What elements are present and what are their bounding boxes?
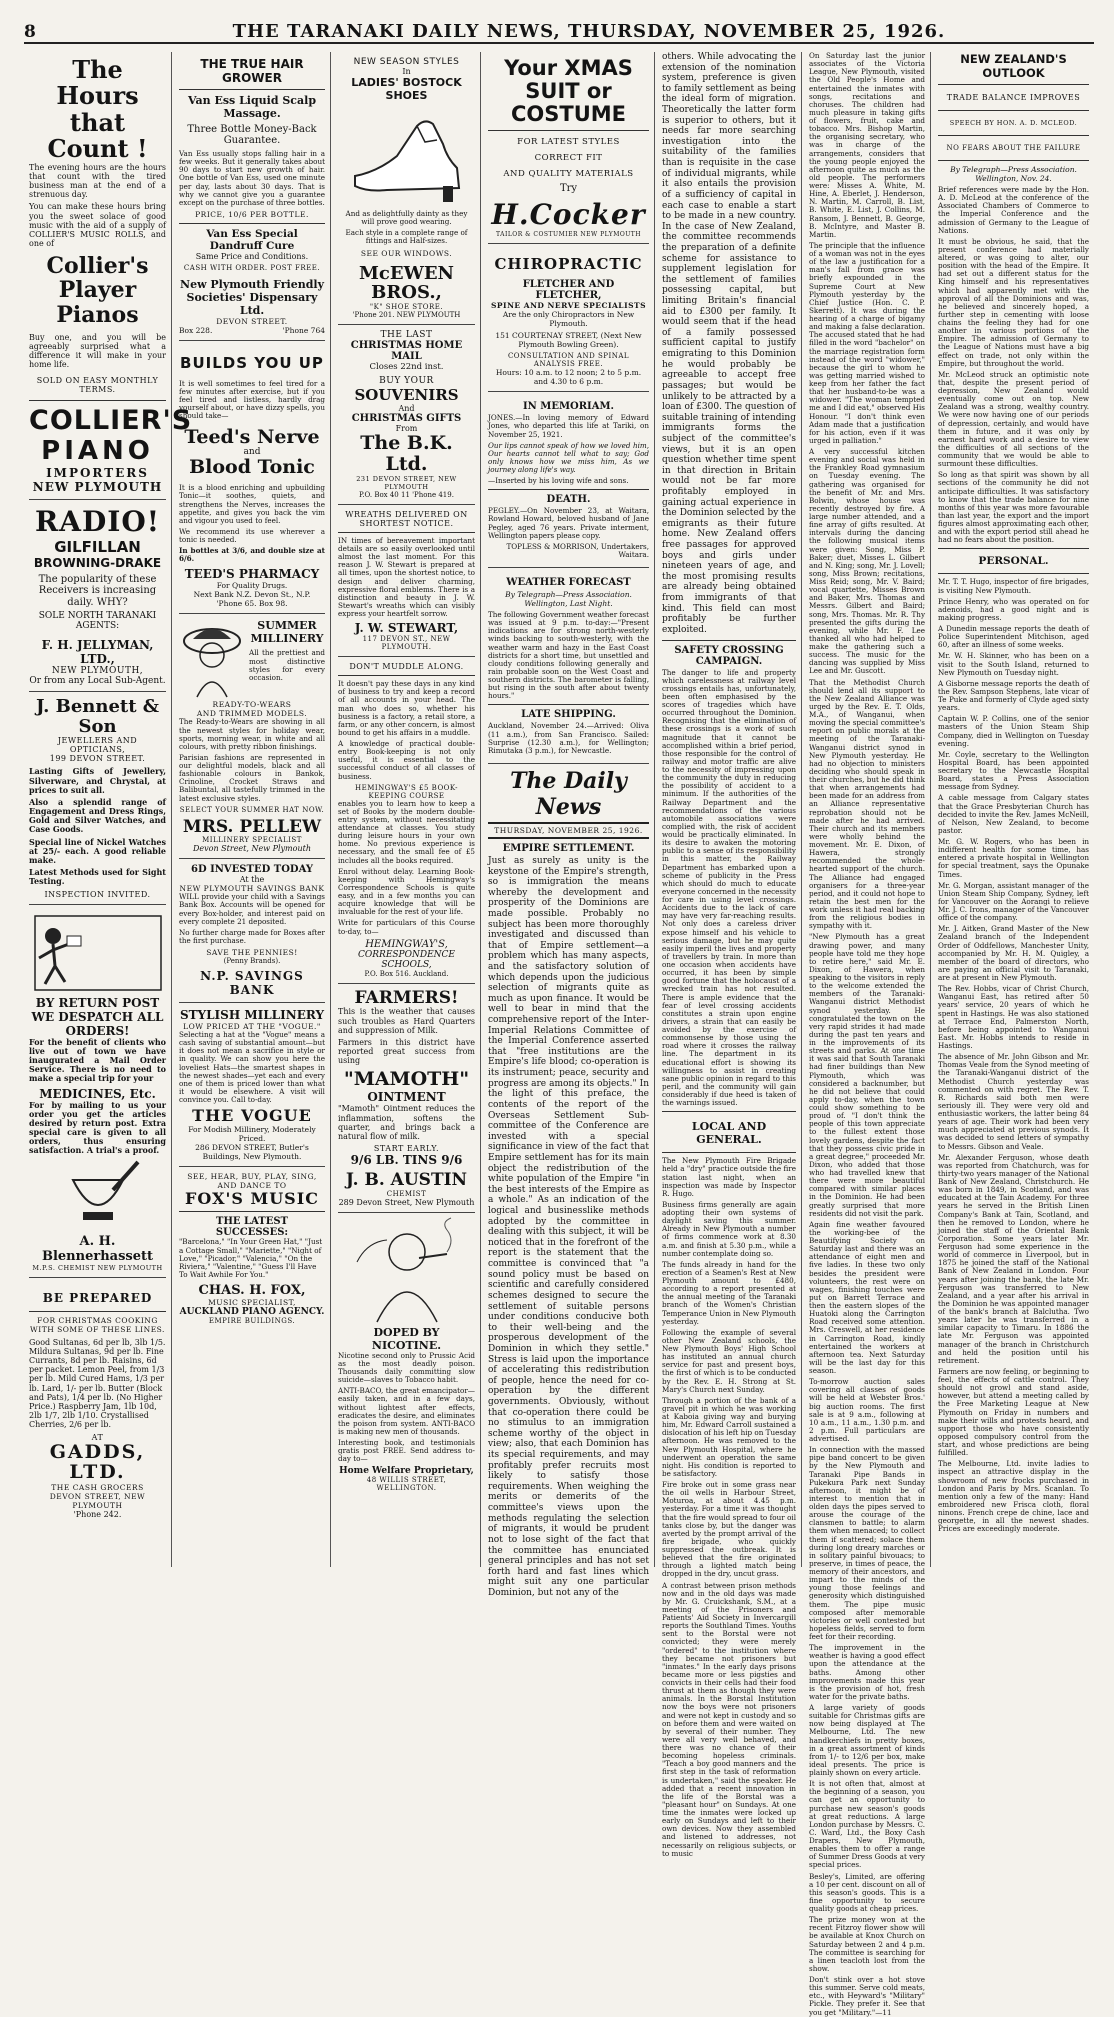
- newspaper-title: THE TARANAKI DAILY NEWS, THURSDAY, NOVEMBER 25, 1926.: [232, 21, 946, 42]
- dispensary-name: New Plymouth Friendly Societies' Dispensary Ltd.: [180, 277, 324, 317]
- hair-grower-title: THE TRUE HAIR GROWER: [200, 57, 304, 85]
- masthead: [24, 14, 1094, 44]
- write-for: Write for particulars of this Course to-day, to—: [338, 918, 475, 936]
- mcewen-bros: McEWEN BROS.,: [359, 262, 454, 304]
- muddle-body-2: A knowledge of practical double-entry Book-keeping is not only useful, it is essential to the successful conduct of all classes of business.: [338, 739, 475, 781]
- at-word: AT: [91, 1432, 104, 1442]
- outlook-telegraph: By Telegraph—Press Association. Wellington, Nov. 24.: [950, 165, 1077, 183]
- gilfillan: GILFILLAN: [54, 537, 141, 556]
- dispensary-box: Box 228.: [179, 325, 213, 335]
- browning-drake: BROWNING-DRAKE: [33, 555, 162, 570]
- bennett-address: 199 DEVON STREET.: [49, 754, 146, 764]
- shoe-body-2: Each style in a complete range of fittings and Half-sizes.: [345, 228, 468, 246]
- radio-title: RADIO!: [34, 504, 161, 538]
- return-post: BY RETURN POST WE DESPATCH ALL ORDERS!: [31, 995, 164, 1038]
- vogue-address: 286 DEVON STREET, Butler's Buildings, New Plymouth.: [195, 1142, 309, 1161]
- pellew-sub: MILLINERY SPECIALIST: [202, 836, 302, 845]
- local-item-19: Besley's, Limited, are offering a 10 per cent. discount on all of this season's goods. This is a fine opportunity to secure quality goods at cheap prices.: [809, 1871, 925, 1913]
- bennett-sub: JEWELLERS AND OPTICIANS,: [57, 736, 138, 755]
- wreaths-delivered: WREATHS DELIVERED ON SHORTEST NOTICE.: [345, 509, 468, 528]
- local-item-5: Through a portion of the bank of a gravel pit in which he was working at Kaboia giving way and burying him, Mr. Edward Carroll sustained a dislocation of his left hip on Tuesday afternoon. He was removed to the New Plymouth Hospital, where he underwent an operation the same night. His condition is reported to be satisfactory.: [662, 1395, 796, 1478]
- christmas-gifts: CHRISTMAS GIFTS: [351, 413, 462, 425]
- smoker-illustration: [347, 1222, 467, 1322]
- medicines: MEDICINES, Etc.: [39, 1086, 156, 1101]
- bennett-body-1: Lasting Gifts of Jewellery, Silverware, and Chrystal, at prices to suit all.: [29, 766, 166, 795]
- auckland-piano: AUCKLAND PIANO AGENCY.: [179, 1307, 325, 1318]
- local-item-14: To-morrow auction sales covering all classes of goods will be held at Webster Bros.' big auction rooms. The first sale is at 9 a.m., following at 10 a.m., 11 a.m., 1.30 p.m. and 2 p.m. Full particulars are advertised.: [809, 1377, 925, 1443]
- consultation-free: CONSULTATION AND SPINAL ANALYSIS FREE.: [507, 352, 630, 369]
- speech-headline: SPEECH BY HON. A. D. MCLEOD.: [949, 119, 1078, 127]
- chas-fox: CHAS. H. FOX,: [198, 1283, 306, 1299]
- death-pegley: PEGLEY.—On November 23, at Waitara, Rowland Howard, beloved husband of Jane Pegley, aged 76 years. Private interment, Wellington papers please copy.: [488, 506, 649, 540]
- local-item-18: It is not often that, almost at the beginning of a season, you can get an opportunity to purchase new season's goods at great reductions. A large London purchase by Messrs. C. C. Ward, Ltd., the Boxy Cash Drapers, New Plymouth, enables them to offer a range of Summer Dress Goods at very special prices.: [809, 1779, 925, 1870]
- be-prepared: BE PREPARED: [42, 1290, 153, 1305]
- vogue-low-priced: LOW PRICED AT THE "VOGUE.": [183, 1022, 321, 1032]
- empire-settlement-heading: EMPIRE SETTLEMENT.: [502, 842, 635, 854]
- local-general-heading: LOCAL AND GENERAL.: [691, 1120, 767, 1147]
- bennett-body-2: Also a splendid range of Engagement and Dress Rings, Gold and Silver Watches, and Case Goods.: [29, 796, 166, 835]
- teeds-ad: [179, 341, 325, 615]
- dispensary-phone: 'Phone 764: [282, 325, 325, 335]
- new-season: NEW SEASON STYLES: [353, 57, 460, 67]
- save-pennies: SAVE THE PENNIES!: [206, 948, 298, 958]
- page-number: 8: [24, 22, 36, 42]
- fox-music-ad: [179, 1167, 325, 1330]
- jellyman: F. H. JELLYMAN, LTD.,: [41, 637, 154, 666]
- weather-section: [488, 568, 649, 764]
- jellyman-location: NEW PLYMOUTH,: [51, 665, 144, 676]
- editorial-continued: others. While advocating the extension of the nomination system, preference is given to family settlement as being the ideal form of migration. Theoretically the latter form is superior to others, but it needs far more searching investigation into the suitability of the families than is requisite in the case of individual migrants, while it also entails the provision of a sufficiency of capital in each case to enable a start to be made in a new country. In the case of New Zealand, the committee recommends the preparation of a definite scheme for assistance to supplement legislation for the settlement of families possessing capital, but limiting Britain's financial aid to £300 per family. It would seem that if the head of a family possessed sufficient capital to justify emigrating to this Dominion he would probably be agreeable to accept free passages; but would be unlikely to be attracted by a loan of £300. The question of suitable training of intending immigrants forms the subject of the committee's views, but it is an open question whether time spent in that direction in Britain would not be far more profitably employed in gaining actual experience in the Dominion selected by the emigrants as their future home. New Zealand offers free passages for approved boys and girls under nineteen years of age, and the most promising results are already being obtained from immigrants of that kind. This field can most profitably be further exploited.: [662, 52, 796, 635]
- blennerhassett-name: A. H. Blennerhassett: [41, 1233, 153, 1264]
- shipping-heading: LATE SHIPPING.: [521, 709, 616, 721]
- start-early: START EARLY.: [373, 1144, 440, 1154]
- mail-runner-illustration: [33, 914, 163, 992]
- parisian-body: Parisian fashions are represented in our delightful models, black and all fashionable colours in Bankok, Crinoline, Crocket Straws and Balibuntal, all tastefully trimmed in the latest exclusive styles.: [179, 752, 325, 803]
- latest-styles: FOR LATEST STYLES: [517, 137, 620, 148]
- van-ess-ad: [179, 52, 325, 341]
- memoriam-poem: Our lips cannot speak of how we loved him, Our hearts cannot tell what to say; God only knows how we miss him, As we journey along life's way.: [488, 440, 649, 475]
- pellew-ad: [179, 614, 325, 859]
- song-list: "Barcelona," "In Your Green Hat," "Just a Cottage Small," "Mariette," "Night of Love," "Picador," "Valencia," "On the Riviera," "Valentine," "Guess I'll Have To Wait Awhile For You.": [179, 1237, 323, 1279]
- and-word: and: [243, 447, 261, 458]
- home-welfare: Home Welfare Proprietary,: [339, 1466, 474, 1477]
- hemingways-name: HEMINGWAY'S,: [365, 938, 448, 950]
- music-specialist: MUSIC SPECIALIST,: [208, 1298, 296, 1308]
- mail-closes: Closes 22nd inst.: [369, 362, 444, 373]
- the-vogue: THE VOGUE: [192, 1106, 312, 1126]
- christmas-mail: CHRISTMAS HOME MAIL: [350, 340, 463, 363]
- death-heading: DEATH.: [546, 494, 591, 506]
- stylish-millinery: STYLISH MILLINERY: [179, 1008, 325, 1023]
- sixpence-invested: 6D INVESTED TODAY: [191, 864, 313, 876]
- gadds-sub: THE CASH GROCERS: [51, 1483, 144, 1493]
- at-the: At the: [239, 875, 265, 885]
- mamoth-ad: [338, 984, 475, 1213]
- fletcher-name: FLETCHER AND FLETCHER,: [522, 279, 615, 302]
- penny-brands: (Penny Brands).: [223, 957, 281, 966]
- hemingway-box: P.O. Box 516. Auckland.: [364, 969, 449, 978]
- outlook-body-4: So long as that spirit was shown by all sections of the community he did not anticipate difficulties. It was satisfactory to know that the trade balance for nine months of this year was more favourable than last year, the export and the import figures almost approximating each other, and with the export period still ahead he had no fears about the position.: [938, 470, 1089, 545]
- outlook-body-3: Mr. McLeod struck an optimistic note that, despite the present period of depression, New Zealand would eventually come out on top. New Zealand was a strong, wealthy country. We were now having one of our periods of depression, certainly, and would have them in future, and it was only by earnest hard work and a desire to view the difficulties of all sections of the community that we would be able to surmount these difficulties.: [938, 369, 1089, 469]
- gadds-phone: 'Phone 242.: [73, 1510, 122, 1520]
- savings-bank-name: NEW PLYMOUTH SAVINGS BANK: [179, 884, 325, 894]
- personal-heading: PERSONAL.: [978, 555, 1049, 568]
- christmas-cooking: FOR CHRISTMAS COOKING WITH SOME OF THESE LINES.: [30, 1315, 165, 1334]
- summer-millinery: SUMMER MILLINERY: [250, 619, 324, 646]
- personal-12: The Rev. Hobbs, vicar of Christ Church, Wanganui East, has retired after 50 years' service, 20 years of which he spent in Hastings. He was also stationed at Terrace End, Palmerston North, before being appointed to Wanganui East. Mr. Hobbs intends to reside in Hastings.: [938, 984, 1089, 1050]
- editorial-date: THURSDAY, NOVEMBER 25, 1926.: [494, 825, 643, 835]
- mrs-pellew: MRS. PELLEW: [182, 816, 322, 837]
- nicotine-body: Nicotine second only to Prussic Acid as the most deadly poison. Thousands daily committing slow suicide—slaves to Tobacco habit.: [338, 1350, 475, 1385]
- buy-your: BUY YOUR: [379, 376, 434, 387]
- van-ess-body: Van Ess usually stops falling hair in a few weeks. But it generally takes about 90 days to start new growth of hair. One bottle of Van Ess, used one minute per day, lasts about 30 days. That is why we cannot give you a guarantee except on the purchase of three bottles.: [179, 149, 325, 207]
- personal-8: A cable message from Calgary states that the Grace Presbyterian Church has decided to invite the Rev. James McNeill, of Nelson, New Zealand, to become pastor.: [938, 793, 1089, 835]
- editorial: [488, 764, 649, 1599]
- mamoth-title: "MAMOTH": [343, 1068, 470, 1091]
- savings-bank-ad: [179, 859, 325, 1003]
- notices: [488, 392, 649, 568]
- rtw-body: The Ready-to-Wears are showing in all the newest styles for holiday wear, sports, morning wear, in white and all colours, with pretty ribbon finishings.: [179, 717, 325, 751]
- trade-headline: TRADE BALANCE IMPROVES: [946, 93, 1081, 102]
- fletcher-address: 151 COURTENAY STREET, (Next New Plymouth Bowling Green).: [495, 331, 642, 350]
- muddle-body: It doesn't pay these days in any kind of business to try and keep a record of all accounts in your head. The man who does so, whether his business is a factory, a retail store, a farm, or any other concern, is almost bound to get his affairs in a muddle.: [338, 679, 475, 737]
- shipping-body: Auckland, November 24.—Arrived: Oliva (11 a.m.), from San Francisco. Sailed: Surprise (12.30 a.m.), for Wellington; Rimutaka (3 p.m.), for Newcastle.: [488, 721, 649, 755]
- quality-materials: AND QUALITY MATERIALS: [503, 169, 634, 180]
- bk-ltd: The B.K. Ltd.: [360, 432, 453, 475]
- in-word: In: [402, 67, 411, 76]
- mortar-pestle-illustration: [43, 1160, 153, 1230]
- column-1: [24, 52, 193, 1567]
- souvenirs: SOUVENIRS: [354, 386, 459, 405]
- vogue-ad: [179, 1003, 325, 1167]
- farmers-title: FARMERS!: [354, 987, 459, 1008]
- summer-body: All the prettiest and most distinctive styles for every occasion.: [249, 648, 325, 682]
- column-3: [333, 52, 481, 1567]
- sub-agent: Or from any Local Sub-Agent.: [29, 675, 166, 686]
- weather-heading: WEATHER FORECAST: [506, 577, 631, 589]
- hours-body: The evening hours are the hours that count with the tired business man at the end of a strenuous day.: [29, 162, 166, 200]
- pharmacy-phone: 'Phone 65. Box 98.: [216, 599, 288, 609]
- local-item-21: Don't stink over a hot stove this summer. Serve cold meats, etc., with Heyward's "Military" Pickle. They prefer it. See that you get "Military."—11: [809, 1975, 925, 2017]
- outlook-headline: NEW ZEALAND'S OUTLOOK: [960, 52, 1067, 80]
- local-item-9: The principle that the influence of a woman was not in the eyes of the law a justification for a man's fall from grace was briefly expounded in the Supreme Court at New Plymouth yesterday by the Chief Justice (Hon. C. P. Skerrett). It was during the hearing of a charge of bigamy and making a false declaration. The accused stated that he had filled in the word "bachelor" on the marriage registration form instead of the word "widower," because the girl to whom he was getting married wished to keep from her father the fact that her husband-to-be was a widower. "The woman tempted me and I did eat," observed His Honour. "I don't think even Adam made that a justification for his action, even if it was urged in palliation.": [809, 240, 925, 445]
- mamoth-price: 9/6 LB. TINS 9/6: [350, 1153, 463, 1168]
- player-body: Buy one, and you will be agreeably surprised what a difference it will make in your home life.: [29, 332, 166, 370]
- and-word-3: And: [398, 404, 415, 414]
- easy-terms: SOLD ON EASY MONTHLY TERMS.: [36, 375, 159, 394]
- dandruff-sub: Same Price and Conditions.: [195, 251, 309, 261]
- memoriam-jones: JONES.—In loving memory of Edward Jones, who departed this life at Tariki, on November 25, 1921.: [488, 413, 649, 439]
- k-shoe-store: "K" SHOE STORE.: [369, 303, 444, 312]
- blood-tonic: Blood Tonic: [189, 456, 315, 479]
- teeds-nerve: Teed's Nerve: [184, 425, 320, 448]
- bennett-title: J. Bennett & Son: [35, 695, 160, 737]
- local-item-2: Business firms generally are again adopting their own systems of daylight saving this summer. Already in New Plymouth a number of firms commence work at 8.30 a.m. and finish at 5.30 p.m., while a number contemplate doing so.: [662, 1199, 796, 1258]
- column-6: [804, 51, 931, 2017]
- cash-with-order: CASH WITH ORDER. POST FREE.: [183, 263, 321, 272]
- local-item-10: A very successful kitchen evening and social was held in the Frankley Road gymnasium on Tuesday evening. The gathering was organised for the benefit of Mr. and Mrs. Bolwin, whose house was recently destroyed by fire. A large number attended, and a fine array of gifts resulted. At intervals during the dancing the following musical items were given: Song, Miss P. Baker; duet, Misses L. Gilbert and N. King; song, Mr. J. Lovell; song, Miss Brown; recitations, Miss Reid; song, Mr. V. Baird; vocal quartette, Misses Brown and Baker, Mrs. Thomas and Messrs. Gilbert and Baird; song, Mrs. Thomas. Mr. R. Thy presented the gifts during the evening, while Mr. F. Lee thanked all who had helped to make the gathering such a success. The music for the dancing was supplied by Miss Lee and Mr. Guscott.: [809, 447, 925, 676]
- van-ess-title: Van Ess Liquid Scalp Massage.: [187, 94, 317, 120]
- foxs-music: FOX'S MUSIC: [185, 1188, 319, 1208]
- trimmed-models: AND TRIMMED MODELS.: [196, 709, 308, 719]
- column-5: [657, 52, 802, 1858]
- empire-settlement-body: Just as surely as unity is the keystone of the Empire's strength, so is immigration the means whereby the development and prosperity of the Dominions are made possible. Probably no subject has been more thoroughly investigated and discussed than that of Empire settlement—a problem which has many aspects, and the satisfactory solution of which depends upon the judicious selection of migrants quite as much as upon finance. It would be well to bear in mind that the comprehensive report of the Inter-Imperial Relations Committee of the Imperial Conference asserted that "free institutions are the Empire's life blood; co-operation is its instrument; peace, security and progress are among its objects." In the light of this preface, the contents of the report of the Overseas Settlement Sub-committee of the Conference are invested with a special significance in view of the fact that Empire settlement has for its main object the redistribution of the white population of the Empire "in the best interests of the Empire as a whole." As an indication of the logical and businesslike methods adopted by the committee in dealing with this subject, it will be noticed that in the forefront of the report is the statement that the committee is convinced that "a sound policy must be based on scientific and carefully considered schemes designed to secure the settlement of suitable persons under conditions conducive both to their well-being and the prosperous development of the Dominion in which they settle." Stress is laid upon the importance of accelerating this redistribution of people, hence the need for co-operation by the different governments. Obviously, without that co-operation there could be no stimulus to an immigration scheme worthy of the object in view; also, that each Dominion has its special requirements, and may profitably prefer recruits most likely to satisfy those requirements. When weighing the merits or demerits of the committee's views upon the methods regulating the selection of migrants, it would be prudent not to lose sight of the fact that the committee has enunciated general principles and has not set forth hard and fast lines which might suit any one particular Dominion, but not any of the: [488, 855, 649, 1598]
- tonic-recommend: We recommend its use wherever a tonic is needed.: [179, 526, 325, 545]
- farmers-body: This is the weather that causes such troubles as Hard Quarters and suppression of Milk.: [338, 1007, 475, 1035]
- piano-word: PIANO: [41, 435, 154, 466]
- cocker-logo: H.Cocker: [491, 198, 646, 232]
- builds-you-up: BUILDS YOU UP: [180, 353, 324, 372]
- latest-successes: THE LATEST SUCCESSES:: [215, 1216, 289, 1239]
- select-hat: SELECT YOUR SUMMER HAT NOW.: [179, 805, 325, 814]
- austin-sub: CHEMIST: [386, 1189, 427, 1198]
- bk-address: 231 DEVON STREET, NEW PLYMOUTH: [356, 474, 457, 491]
- only-chiropractors: Are the only Chiropractors in New Plymouth.: [502, 310, 635, 329]
- bennett-body-4: Latest Methods used for Sight Testing.: [29, 867, 166, 887]
- hat-lady-illustration: [179, 619, 245, 697]
- chiropractic-ad: [488, 244, 649, 392]
- local-item-12: "New Plymouth has a great drawing power, and many people have told me they hope to retire here," said Mr. E. Dixon, of Hawera, when speaking to the visitors in reply to the welcome extended the members of the Taranaki-Wanganui district Methodist synod yesterday. He congratulated the town on the very rapid strides it had made during the past ten years and in the improvements of its streets and parks. At one time it was said that South Taranaki had finer buildings than New Plymouth, which was considered a backnumber, but he did not believe that could apply to-day, when the town could show something to be proud of. "I don't think the people of this town appreciate to the fullest extent those lovely gardens, despite the fact that they possess civic pride in a great degree," proceeded Mr. Dixon, who added that those who had travelled knew that there were more beautiful compared with similar places in the Dominion. He had been greatly surprised that more residents did not visit the park.: [809, 932, 925, 1218]
- van-ess-price: PRICE, 10/6 PER BOTTLE.: [195, 209, 309, 219]
- personal-11: Mr. J. Aitken, Grand Master of the New Zealand branch of the Independent Order of Oddfellows, Manchester Unity, accompanied by Mr. H. M. Quigley, a member of the board of directors, who are paying an official visit to Taranaki, are at present in New Plymouth.: [938, 924, 1089, 982]
- fears-headline: NO FEARS ABOUT THE FAILURE: [946, 144, 1081, 152]
- hemingway-body: enables you to learn how to keep a set of Books by the modern double-entry system, without necessitating attendance at classes. You study during leisure hours in your own home. No previous experience is necessary, and the small fee of £5 includes all the books required.: [338, 798, 475, 865]
- pellew-address: Devon Street, New Plymouth: [193, 844, 311, 854]
- personal-14: Mr. Alexander Ferguson, whose death was reported from Chatchurch, was for thirty-two years manager of the National Bank of New Zealand, Christchurch. He was born in 1849, in Scotland, and was educated at the Tain Academy. For three years he served in the British Linen Company's Bank at Tain, Scotland, and then he removed to London, where he joined the staff of the Oriental Bank Corporation. Some years later Mr. Ferguson had some experience in the world of commerce in Liverpool, but in 1875 he joined the staff of the National Bank of New Zealand in London. Four years after joining the bank, the late Mr. Ferguson was transferred to New Zealand, and a year after his arrival in the Dominion he was appointed manager of the bank's branch at Balclutha. Two years later he was transferred in a similar capacity to Timaru. In 1886 the late Mr. Ferguson was appointed manager of the branch in Christchurch and held the position until his retirement.: [938, 1152, 1089, 1365]
- anti-baco-ad: [338, 1213, 475, 1498]
- weather-forecast: The following Government weather forecast was issued at 9 p.m. to-day:—"Present indications are for strong north-westerly winds backing to south-westerly, with the weather warm and hazy in the East Coast districts for a short time, but unsettled and cloudy conditions following generally and rain probable soon on the West Coast and southern districts. The barometer is falling, but rising in the south after about twenty hours.": [488, 610, 649, 701]
- see-windows: SEE OUR WINDOWS.: [360, 248, 453, 258]
- ointment: OINTMENT: [367, 1090, 446, 1105]
- cocker-ad: [488, 52, 649, 244]
- player-pianos-title: Collier's Player Pianos: [46, 253, 149, 328]
- fletcher-hours: Hours: 10 a.m. to 12 noon; 2 to 5 p.m. and 4.30 to 6 p.m.: [495, 368, 642, 387]
- shoe-illustration: [347, 106, 467, 206]
- cocker-sub: TAILOR & COSTUMIER NEW PLYMOUTH: [495, 231, 642, 239]
- personal-3: A Dunedin message reports the death of Police Superintendent Mitchison, aged 60, after an illness of some weeks.: [938, 624, 1089, 650]
- builds-body: It is well sometimes to feel tired for a few minutes after exercise, but if you feel tired and listless, hardly drag yourself about, or have dizzy spells, you should take—: [179, 378, 325, 421]
- stewart-ad: [338, 505, 475, 657]
- blennerhassett-sub: M.P.S. CHEMIST NEW PLYMOUTH: [32, 1263, 163, 1272]
- local-item-20: The prize money won at the recent Fitzroy flower show will be available at Knox Church on Saturday between 2 and 4 p.m. The committee is searching for a linen teacloth lost from the show.: [809, 1915, 925, 1973]
- stewart-name: J. W. STEWART,: [354, 621, 459, 636]
- the-last: THE LAST: [380, 330, 433, 341]
- correct-fit: CORRECT FIT: [534, 153, 603, 164]
- hemingway-body-2: Enrol without delay. Learning Book-keeping with Hemingway's Correspondence Schools is quite easy, and in a few months you can acquire knowledge that will be invaluable for the rest of your life.: [338, 866, 475, 917]
- personal-5: A Gisborne message reports the death of the Rev. Sampson Stephens, late vicar of Te Puke and formerly of Clyde aged sixty years.: [938, 678, 1089, 713]
- tonic-bottles: In bottles at 3/6, and double size at 6/6.: [179, 546, 325, 564]
- bostock-ad: [338, 52, 475, 325]
- quality-drugs: For Quality Drugs.: [216, 581, 288, 591]
- anti-baco-body: ANTI-BACO, the great emancipator—easily taken, and in a few days, without lightest after effects, eradicates the desire, and eliminates the poison from system. ANTI-BACO is making new men of thousands.: [338, 1386, 475, 1436]
- hours-title: The Hours that Count !: [47, 55, 148, 164]
- memoriam-inserted: —Inserted by his loving wife and sons.: [488, 476, 629, 486]
- personal-15: Farmers are now feeling, or beginning to feel, the effects of cattle control. They should not growl and stand aside, however, but attend a meeting called by the Free Marketing League at New Plymouth on Friday in numbers and make their wills and protests heard, and support those who have consistently opposed compulsory control from the start, and whose predictions are being fulfilled.: [938, 1366, 1089, 1458]
- welfare-address: 48 WILLIS STREET, WELLINGTON.: [366, 1476, 447, 1493]
- gadds-ad: [29, 1278, 166, 1525]
- safety-body: The danger to life and property which carelessness at railway level crossings entails has, unfortunately, been often emphasised by the scores of tragedies which have occurred throughout the Dominion. Recognising that the elimination of these crossings is a work of such magnitude that it cannot be accomplished within a brief period, those responsible for the control of railway and motor traffic are alive to the necessity of impressing upon the community the duty in reducing the possibility of accident to a minimum. If the authorities of the Railway Department and the recommendations of the various automobile associations were complied with, the risk of accident would be practically eliminated. In its desire to awaken the motoring public to a sense of its responsibility in this matter, the Railway Department has embarked upon a scheme of publicity in the Press which should do much to educate everyone concerned in the necessity for care in using level crossings. Accidents due to the lack of care may have very far-reaching results. Not only does a careless driver expose himself and his vehicle to serious damage, but he may quite easily imperil the lives and property of travellers by train. In more than one occasion when accidents have occurred, it has been by simple good fortune that the holocaust of a wrecked train has not resulted. There is ample evidence that the fear of level crossing accidents constitutes a strain upon engine drivers, a strain that can easily be avoided by the exercise of commonsense by those using the road where it crosses the railway line. The department in its educational effort is showing its willingness to assist in creating sane public opinion in regard to this peril, and the community will gain considerably if due heed is taken of the warnings issued.: [662, 667, 796, 1108]
- local-item-1: The New Plymouth Fire Brigade held a "dry" practice outside the fire station last night, when an inspection was made by Inspector R. Hugo.: [662, 1156, 796, 1198]
- undertakers: TOPLESS & MORRISON, Undertakers, Waitara.: [506, 541, 649, 559]
- outlook-body-1: Brief references were made by the Hon. A. D. McLeod at the conference of the Associated Chambers of Commerce to the Imperial Conference and the admission of Germany to the League of Nations.: [938, 185, 1089, 235]
- column-7: [933, 52, 1094, 1567]
- bostock-shoes: LADIES' BOSTOCK SHOES: [351, 76, 462, 102]
- personal-13: The absence of Mr. John Gibson and Mr. Thomas Veale from the Synod meeting of the Taranaki-Wanganui district of the Methodist Church yesterday was commented on with regret. The Rev. T. R. Richards said both men were seriously ill. They were very old and enthusiastic workers, the latter being 84 years of age. Their work had been very much appreciated at previous synods. It was decided to send letters of sympathy to Messrs. Gibson and Veale.: [938, 1052, 1089, 1151]
- column-2: [174, 52, 331, 1567]
- teeds-pharmacy: TEED'S PHARMACY: [184, 567, 320, 582]
- hemingway-course: HEMINGWAY'S £5 BOOK-KEEPING COURSE: [354, 783, 459, 800]
- gadds-name: GADDS, LTD.: [49, 1440, 146, 1484]
- personal-1: Mr. T. T. Hugo, inspector of fire brigades, is visiting New Plymouth.: [938, 577, 1089, 595]
- inspection: INSPECTION INVITED.: [44, 889, 151, 899]
- chiropractic-title: CHIROPRACTIC: [494, 255, 643, 274]
- bennett-body-3: Special line of Nickel Watches at 25/- each. A good reliable make.: [29, 836, 166, 866]
- from-word: From: [395, 424, 418, 434]
- correspondence-schools: CORRESPONDENCE SCHOOLS,: [358, 949, 455, 970]
- wreath-body: IN times of bereavement important details are so easily overlooked until almost the last moment. For this reason J. W. Stewart is prepared at all times, upon the shortest notice, to design and deliver charming, expressive floral emblems. There is a distinction and beauty in J. W. Stewart's wreaths which can visibly express your heartfelt sorrow.: [338, 535, 475, 618]
- colliers-ad: [29, 52, 193, 500]
- personal-16: The Melbourne, Ltd. invite ladies to inspect an attractive display in the showroom of new frocks purchased in London and Paris by Mrs. Scanlan. To mention only a few of the many: Hand embroidered new Frisca cloth, floral ninons. French crepe de chine, lace and georgette, in all the newest shades. Prices are exceedingly moderate.: [938, 1459, 1089, 1534]
- colliers-name: COLLIER'S: [29, 404, 193, 436]
- spine-nerve: SPINE AND NERVE SPECIALISTS: [491, 301, 646, 311]
- personal-4: Mr. W. H. Skinner, who has been on a visit to the South Island, returned to New Plymouth on Tuesday night.: [938, 651, 1089, 677]
- np-savings-bank: N.P. SAVINGS BANK: [200, 969, 304, 998]
- importers: IMPORTERS: [46, 465, 149, 480]
- radio-ad: [29, 500, 166, 692]
- austin-address: 289 Devon Street, New Plymouth: [338, 1197, 475, 1207]
- stewart-address: 117 DEVON ST., NEW PLYMOUTH.: [362, 635, 451, 652]
- local-item-15: In connection with the massed pipe band concert to be given by the New Plymouth and Taranaki Pipe Bands in Pukekura Park next Sunday afternoon, it might be of interest to mention that in olden days the pipes served to arouse the courage of the clansmen to battle; to alarm them when menaced; to collect them if scattered; solace them during long dreary marches or in solitary painful bivouacs; to preserve, in times of peace, the memory of their ancestors, and impart to the minds of the young those feelings and generosity which distinguished them. The pipe music composed after memorable victories or well contested but hopeless fields, served to form feet for their recording.: [809, 1445, 925, 1641]
- medicines-body: For by mailing to us your order you get the articles desired by return post. Extra special care is given to all orders, thus ensuring satisfaction. A trial's a proof.: [29, 1099, 166, 1156]
- see-hear: SEE, HEAR, BUY, PLAY, SING, AND DANCE TO: [187, 1171, 317, 1190]
- dandruff-cure: Van Ess Special Dandruff Cure: [206, 227, 298, 252]
- local-item-3: The funds already in hand for the erection of a Seamen's Rest at New Plymouth amount to £480, according to a report presented at the annual meeting of the Taranaki branch of the Women's Christian Temperance Union in New Plymouth yesterday.: [662, 1259, 796, 1326]
- blennerhassett-ad: [29, 905, 166, 1278]
- farmers-body-2: Farmers in this district have reported great success from using: [338, 1037, 475, 1066]
- dont-muddle: DON'T MUDDLE ALONG.: [349, 662, 464, 672]
- shoe-body: And as delightfully dainty as they will prove good wearing.: [345, 209, 468, 227]
- column-4: [483, 52, 655, 1598]
- local-item-13: Again fine weather favoured the working-bee of the Beautifying Society on Saturday last and there was an attendance of eight men and five ladies. In these two only besides the president were volunteers, the rest were on wages, finishing touches were put on Barrett Terrace and then the eastern slopes of the Huatoki along the Carrington Road received some attention. Mrs. Creswell, at her residence in Carrington Road, kindly entertained the workers at afternoon tea. Next Saturday will be the last day for this season.: [809, 1219, 925, 1375]
- pharmacy-address: Next Bank N.Z. Devon St., N.P.: [193, 590, 311, 600]
- local-item-11: That the Methodist Church should lend all its support to the New Zealand Alliance was urged by the Rev. E. T. Olds, M.A., of Wanganui, when moving the special committee's report on public morals at the meeting of the Taranaki-Wanganui district synod in New Plymouth yesterday. He had no objection to ministers deciding who should speak in their churches, but he did think that when arrangements had been made for an address from an Alliance representative reprobation should not be made after he had arrived. Their church and its members were wholly behind the movement. Mr. E. Dixon, of Hawera, strongly recommended the whole-hearted support of the church. The Alliance had engaged organisers for a three-year period, and it could not hope to retain the best men for the work unless it had real backing from the religious bodies in sympathy with it.: [809, 677, 925, 931]
- mcewen-phone: 'Phone 201. NEW PLYMOUTH: [352, 311, 461, 320]
- local-item-7: A contrast between prison methods now and in the old days was made by Mr. G. Cruickshank, S.M., at a meeting of the Prisoners and Patients' Aid Society in Invercargill reports the Southland Times. Youths sent to the Borstal were not convicted; they were merely "ordered" to the institution where they became not prisoners but "inmates." In the early days prisons became more or less pigsties and convicts in their cells had their food thrust at them as though they were animals. In the Borstal Institution now the boys were not prisoners and were not kept in custody and so on before them and were waited on by several of their number. They were all very well behaved, and there was no chance of their becoming hopeless criminals. "Teach a boy good manners and the first step in the task of reformation is undertaken," said the speaker. He added that a recent innovation in the life of the Borstal was a "pleasant hour" on Sundays. At one time the inmates were locked up early on Sundays and left to their own devices. Now they assembled and listened to addresses, not necessarily on religious subjects, or to music: [662, 1580, 796, 1858]
- local-item-4: Following the example of several other New Zealand schools, the New Plymouth Boys' High School has instituted an annual church service for past and present boys, the first of which is to be conducted by the Rev. E. H. Strong at St. Mary's Church next Sunday.: [662, 1327, 796, 1394]
- austin-name: J. B. AUSTIN: [345, 1170, 468, 1191]
- interesting-book: Interesting book, and testimonials gratis post FREE. Send address to-day to—: [338, 1438, 475, 1464]
- daily-news-masthead: The Daily News: [510, 767, 627, 820]
- hemingway-ad: [338, 657, 475, 984]
- savings-body: WILL provide your child with a Savings Bank Box. Accounts will be opened for every Box-holder, and interest paid on every complete 21 deposited.: [179, 892, 325, 926]
- in-memoriam-heading: IN MEMORIAM.: [522, 401, 615, 413]
- mamoth-body: "Mamoth" Ointment reduces the inflammation, softens the quarter, and brings back a natural flow of milk.: [338, 1104, 475, 1141]
- no-further-charge: No further charge made for Boxes after the first purchase.: [179, 927, 325, 945]
- personal-6: Captain W. P. Collins, one of the senior masters of the Union Steam Ship Company, died in Wellington on Tuesday evening.: [938, 714, 1089, 748]
- local-item-6: Fire broke out in some grass near the oil wells in Harbour Street, Moturoa, at about 4.45 p.m. yesterday. For a time it was thought that the fire would spread to four oil tanks close by, but the danger was averted by the prompt arrival of the fire brigade, who quickly suppressed the outbreak. It is believed that the fire originated through a lighted match being dropped in the dry, uncut grass.: [662, 1480, 796, 1579]
- safety-crossing-heading: SAFETY CROSSING CAMPAIGN.: [674, 644, 784, 667]
- vogue-sub: For Modish Millinery, Moderately Priced.: [188, 1124, 316, 1143]
- grocery-list: Good Sultanas, 6d per lb, 3lb 1/5. Mildura Sultanas, 9d per lb. Fine Currants, 8d per lb. Raisins, 6d per packet. Lemon Peel, from 1/3 per lb. Mild Cured Hams, 1/3 per lb. Lard, 1/- per lb. Butter (Block and Pats), 1/4 per lb. (No Higher Price.) Raspberry Jam, 1lb 10d, 2lb 1/7, 2lb 1/10. Crystallised Cherries, 2/6 per lb.: [29, 1337, 166, 1430]
- weather-telegraph: By Telegraph—Press Association. Wellington, Last Night.: [505, 590, 632, 609]
- xmas-suit-title: Your XMAS SUIT or COSTUME: [504, 56, 633, 127]
- doped-by-nicotine: DOPED BY NICOTINE.: [371, 1325, 442, 1352]
- try-word: Try: [559, 183, 578, 195]
- bk-box: P.O. Box 40 11 'Phone 419.: [359, 490, 454, 499]
- bennett-ad: [29, 692, 166, 905]
- hours-body-2: You can make these hours bring you the sweet solace of good music with the aid of a supply of COLLIER'S MUSIC ROLLS, and one of: [29, 202, 166, 249]
- local-item-8: On Saturday last the junior associates of the Victoria League, New Plymouth, visited the Old People's Home and entertained the inmates with songs, recitations and choruses. The children had much pleasure in taking gifts of flowers, fruit, cake and tobacco. Mrs. Bishop Martin, the organising secretary, who was in charge of the arrangements, considers that the young people enjoyed the afternoon quite as much as the old people. The performers were: Misses A. White, M. Hine, A. Eberlet, J. Henderson, N. Martin, M. Carroll, B. List, B. White, E. List, J. Collins, M. Ransom, J. Bennett, B. George, B. McIntyre, and Master B. Martin.: [809, 51, 925, 239]
- outlook-body-2: It must be obvious, he said, that the present conference had materially altered, or was going to alter, our position with the head of the Empire. It had set out a different status for the King himself and his representatives which had apparently met with the approval of all the Dominions and was, he believed and sincerely hoped, a further step in cementing with loose chains the feeling they had for one another in various portions of the Empire. The admission of Germany to the League of Nations must have a big effect on trade, not only within the Empire, but throughout the world.: [938, 236, 1089, 368]
- dispensary-street: DEVON STREET.: [216, 316, 288, 326]
- bk-ad: [338, 325, 475, 505]
- vogue-body: Selecting a hat at the "Vogue" means a cash saving of substantial amount—but it does not mean a sacrifice in style or in quality. We can show you here the loveliest Hats—the smartest shapes in the newest shades—yet each and every one of them is priced lower than what it would be elsewhere. A visit will convince you. Call to-day.: [179, 1030, 325, 1105]
- personal-10: Mr. G. Morgan, assistant manager of the Union Steam Ship Company, Sydney, left for Vancouver on the Aorangi to relieve Mr. J. C. Irons, manager of the Vancouver office of the company.: [938, 880, 1089, 923]
- local-item-17: A large variety of goods suitable for Christmas gifts are now being displayed at The Melbourne, Ltd. The new handkerchiefs in pretty boxes, in a great assortment of kinds from 1/- to 12/6 per box, make ideal presents. The price is plainly shown on every article.: [809, 1703, 925, 1777]
- radio-body: The popularity of these Receivers is increasing daily. WHY?: [38, 573, 157, 608]
- money-back: Three Bottle Money-Back Guarantee.: [187, 124, 317, 146]
- tonic-body: It is a blood enriching and upbuilding Tonic—it soothes, quiets, and strengthens the Nerves, increases the appetite, and gives you back the vim and vigour you used to feel.: [179, 483, 325, 525]
- ready-to-wears: READY-TO-WEARS: [212, 700, 292, 710]
- colliers-location: NEW PLYMOUTH: [32, 479, 163, 494]
- local-item-16: The improvement in the weather is having a good effect upon the attendance at the baths. Among other improvements made this year is the provision of hot, fresh water for the private baths.: [809, 1643, 925, 1701]
- gadds-address: DEVON STREET, NEW PLYMOUTH: [49, 1492, 146, 1511]
- radio-agents: SOLE NORTH TARANAKI AGENTS:: [38, 611, 157, 632]
- personal-2: Prince Henry, who was operated on for adenoids, had a good night and is making progress.: [938, 596, 1089, 622]
- empire-buildings: EMPIRE BUILDINGS.: [208, 1317, 296, 1326]
- personal-9: Mr. G. W. Rogers, who has been in indifferent health for some time, has entered a private hospital in Wellington for special treatment, says the Opunake Times.: [938, 837, 1089, 879]
- return-body: For the benefit of clients who live out of town we have inaugurated a Mail Order Service. There is no need to make a special trip for your: [29, 1036, 166, 1084]
- personal-7: Mr. Coyle, secretary to the Wellington Hospital Board, has been appointed secretary to the Newcastle Hospital Board, states a Press Association message from Sydney.: [938, 749, 1089, 792]
